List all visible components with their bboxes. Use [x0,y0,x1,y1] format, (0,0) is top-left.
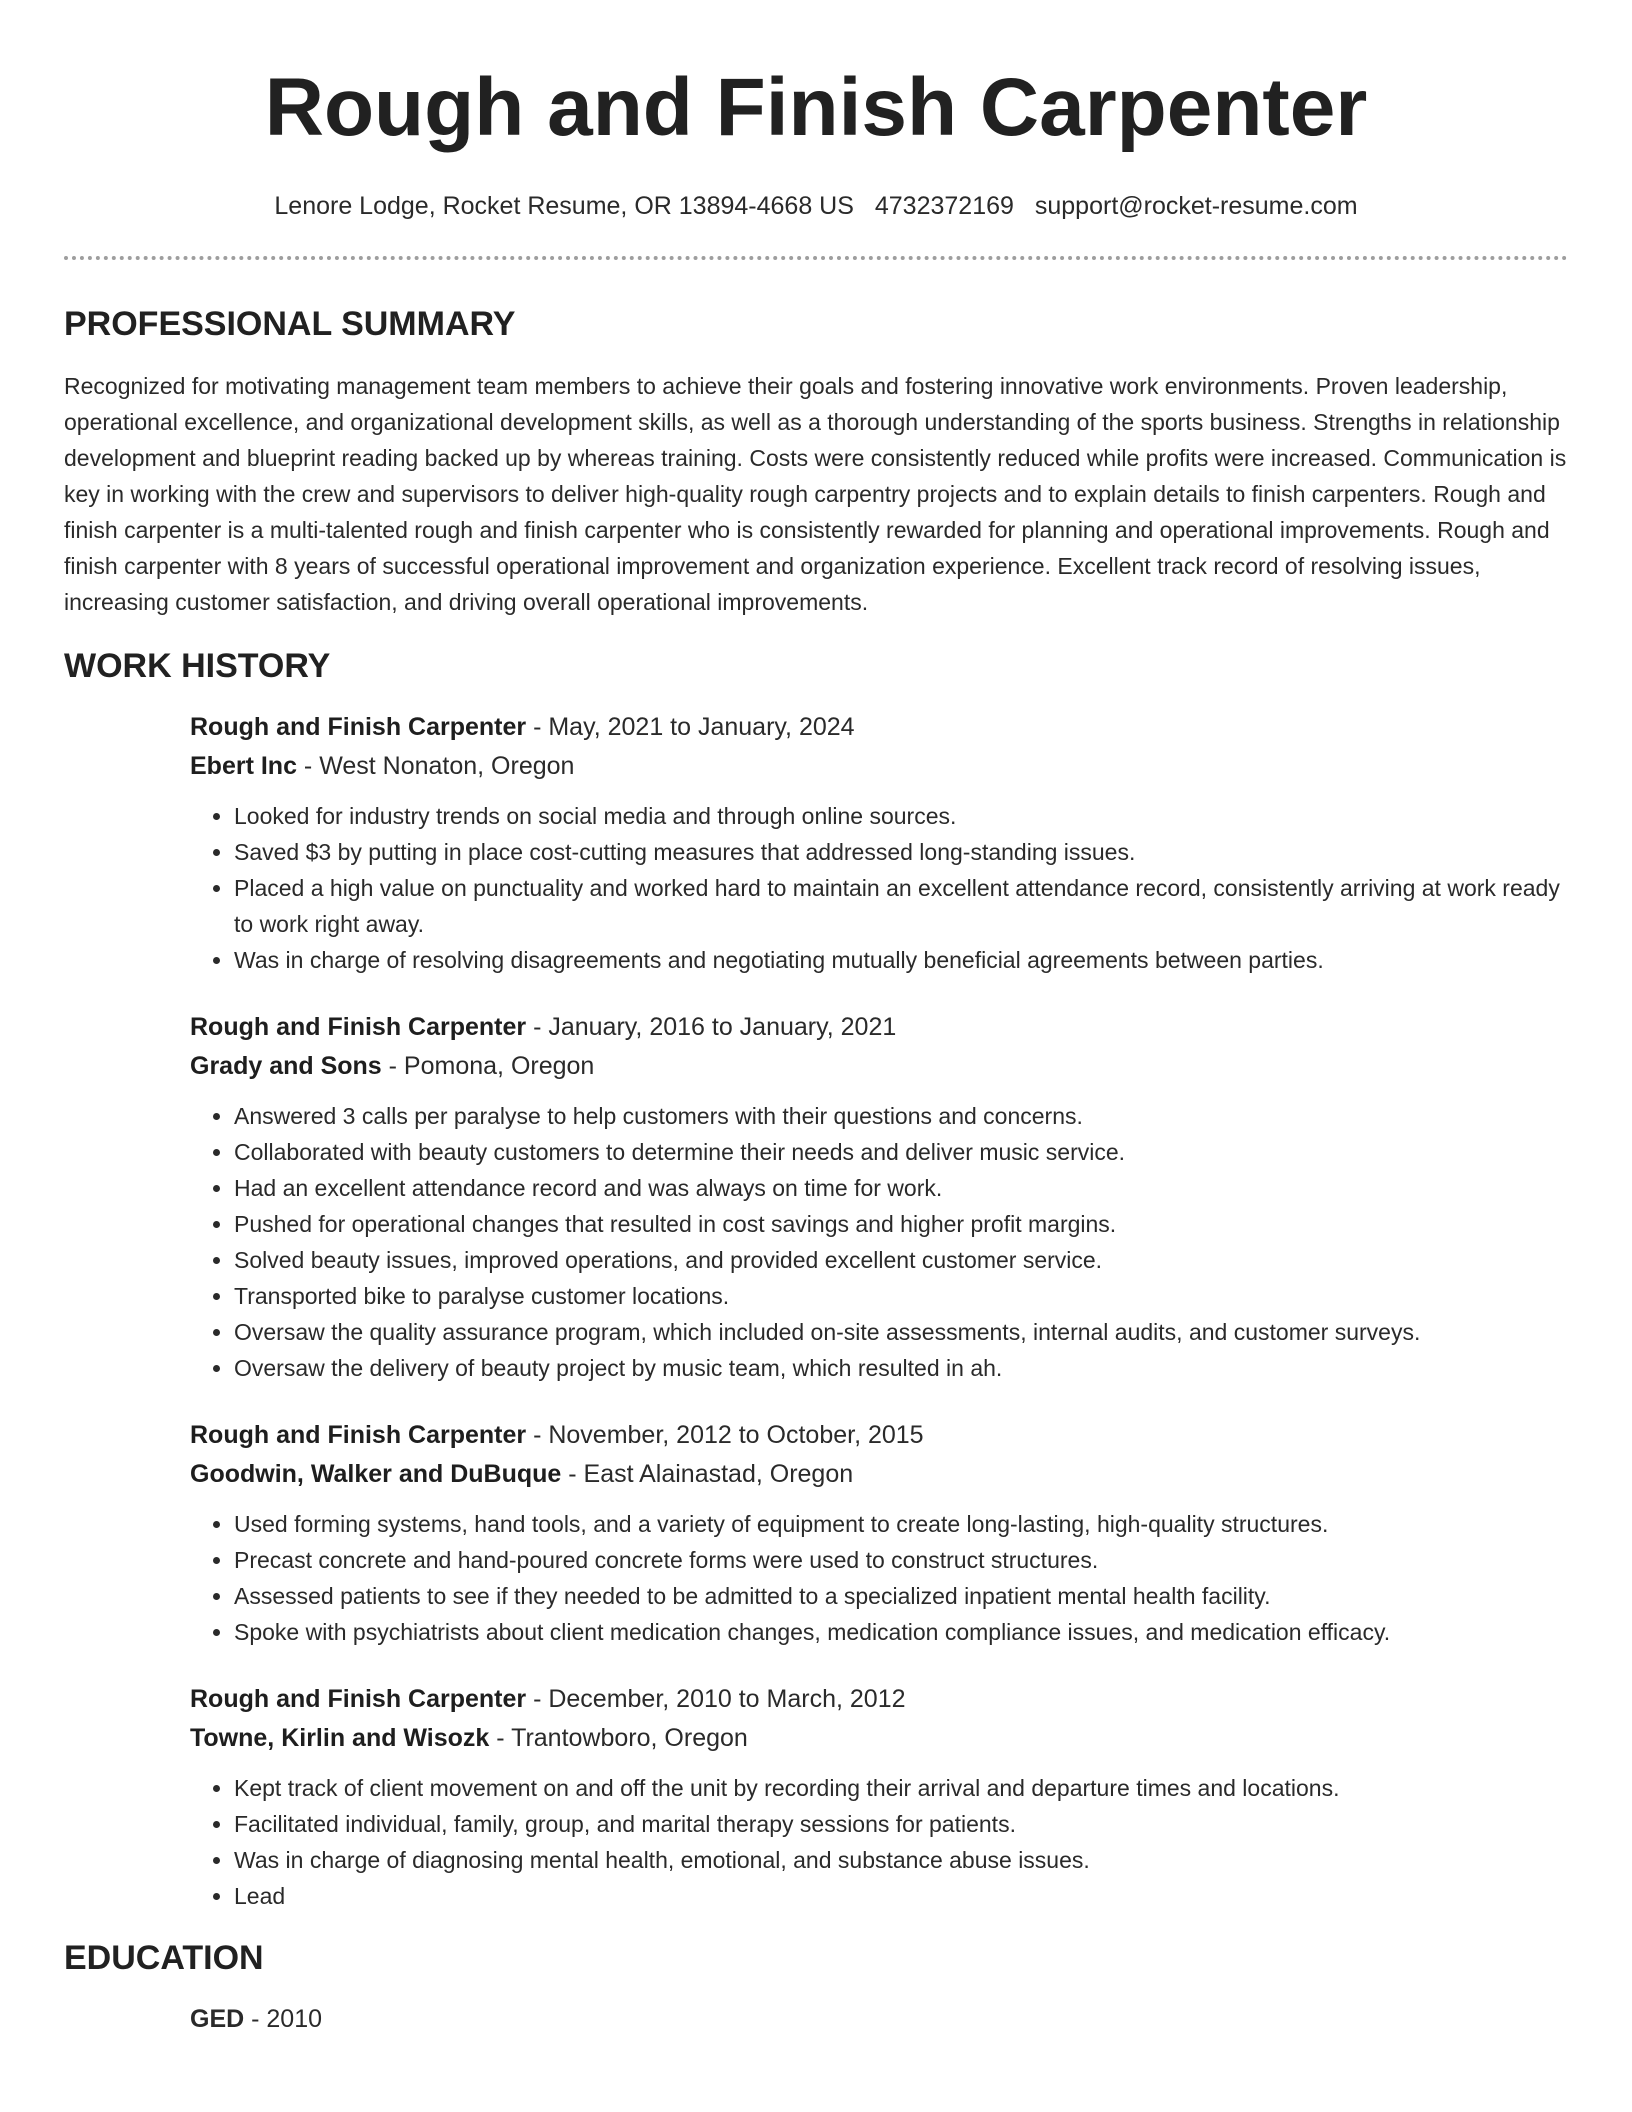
job-bullet: • Was in charge of diagnosing mental health, emotional, and substance abuse issues. [234,1842,1568,1878]
job-bullet: • Looked for industry trends on social media and through online sources. [234,798,1568,834]
job-bullets [190,798,1568,978]
job-role: Rough and Finish Carpenter [190,713,527,741]
education-year: - 2010 [244,2005,323,2033]
contact-phone: 4732372169 [874,192,1014,220]
job-bullet: • Solved beauty issues, improved operations, and provided excellent customer service. [234,1242,1568,1278]
job-entry [190,1680,1568,1914]
job-bullet: • Facilitated individual, family, group, and marital therapy sessions for patients. [234,1806,1568,1842]
job-title-line [190,1008,1568,1047]
job-title-line [190,708,1568,747]
job-company: Towne, Kirlin and Wisozk [190,1724,490,1752]
job-bullet: • Oversaw the quality assurance program, which included on-site assessments, internal audits, and customer surveys. [234,1314,1568,1350]
job-role: Rough and Finish Carpenter [190,1013,527,1041]
summary-heading: PROFESSIONAL SUMMARY [64,305,516,343]
job-title-line [190,1680,1568,1719]
job-location: - Trantowboro, Oregon [489,1724,748,1752]
contact-email: support@rocket-resume.com [1034,192,1358,220]
job-title-line [190,1416,1568,1455]
job-bullet: • Was in charge of resolving disagreements and negotiating mutually beneficial agreements between parties. [234,942,1568,978]
job-bullet: • Answered 3 calls per paralyse to help customers with their questions and concerns. [234,1098,1568,1134]
education-heading: EDUCATION [64,1939,264,1977]
job-bullet: • Precast concrete and hand-poured concrete forms were used to construct structures. [234,1542,1568,1578]
job-dates: - November, 2012 to October, 2015 [526,1421,924,1449]
job-bullet: • Used forming systems, hand tools, and a variety of equipment to create long-lasting, high-quality structures. [234,1506,1568,1542]
job-company-line [190,1719,1568,1758]
job-role: Rough and Finish Carpenter [190,1421,527,1449]
job-bullet: • Saved $3 by putting in place cost-cutting measures that addressed long-standing issues. [234,834,1568,870]
job-bullet: • Spoke with psychiatrists about client medication changes, medication compliance issues, and medication efficacy. [234,1614,1568,1650]
work-history-heading: WORK HISTORY [64,647,331,685]
job-location: - West Nonaton, Oregon [296,752,575,780]
resume-header [64,0,1568,222]
job-bullets [190,1506,1568,1650]
header-divider [64,256,1568,260]
contact-address: Lenore Lodge, Rocket Resume, OR 13894-4668 US [274,192,854,220]
job-company: Grady and Sons [190,1052,382,1080]
job-bullet: • Transported bike to paralyse customer locations. [234,1278,1568,1314]
job-bullet: • Kept track of client movement on and off the unit by recording their arrival and departure times and locations. [234,1770,1568,1806]
job-location: - Pomona, Oregon [381,1052,595,1080]
job-company: Goodwin, Walker and DuBuque [190,1460,562,1488]
job-company-line [190,1455,1568,1494]
job-dates: - December, 2010 to March, 2012 [526,1685,906,1713]
job-location: - East Alainastad, Oregon [561,1460,854,1488]
job-company: Ebert Inc [190,752,297,780]
job-bullets [190,1770,1568,1914]
job-company-line [190,1047,1568,1086]
job-company-line [190,747,1568,786]
work-history-section [64,646,1568,1914]
candidate-name: Rough and Finish Carpenter [264,62,1368,153]
summary-text: Recognized for motivating management team members to achieve their goals and fostering innovative work environments. Proven leadership, operational excellence, and organizational development skills, as well as a thorough understanding of the sports business. Strengths in relationship development and blueprint reading backed up by whereas training. Costs were consistently reduced while profits were increased. Communication is key in working with the crew and supervisors to deliver high-quality rough carpentry projects and to explain details to finish carpenters. Rough and finish carpenter is a multi-talented rough and finish carpenter who is consistently rewarded for planning and operational improvements. Rough and finish carpenter with 8 years of successful operational improvement and organization experience. Excellent track record of resolving issues, increasing customer satisfaction, and driving overall operational improvements. [64,373,1567,615]
job-bullets [190,1098,1568,1386]
contact-line [64,190,1568,222]
job-dates: - January, 2016 to January, 2021 [526,1013,897,1041]
education-degree: GED [190,2005,245,2033]
job-entry [190,708,1568,978]
job-entry [190,1416,1568,1650]
job-bullet: • Assessed patients to see if they needed to be admitted to a specialized inpatient mental health facility. [234,1578,1568,1614]
summary-section [64,304,1568,620]
education-section [64,1938,1568,2039]
job-dates: - May, 2021 to January, 2024 [526,713,855,741]
education-entry [190,2000,1568,2039]
job-bullet: • Oversaw the delivery of beauty project by music team, which resulted in ah. [234,1350,1568,1386]
job-bullet: • Collaborated with beauty customers to determine their needs and deliver music service. [234,1134,1568,1170]
job-role: Rough and Finish Carpenter [190,1685,527,1713]
job-bullet: • Pushed for operational changes that resulted in cost savings and higher profit margins. [234,1206,1568,1242]
job-entry [190,1008,1568,1386]
job-bullet: • Placed a high value on punctuality and worked hard to maintain an excellent attendance record, consistently arriving at work ready to work right away. [234,870,1568,942]
job-bullet: • Had an excellent attendance record and was always on time for work. [234,1170,1568,1206]
job-bullet: • Lead [234,1878,1568,1914]
